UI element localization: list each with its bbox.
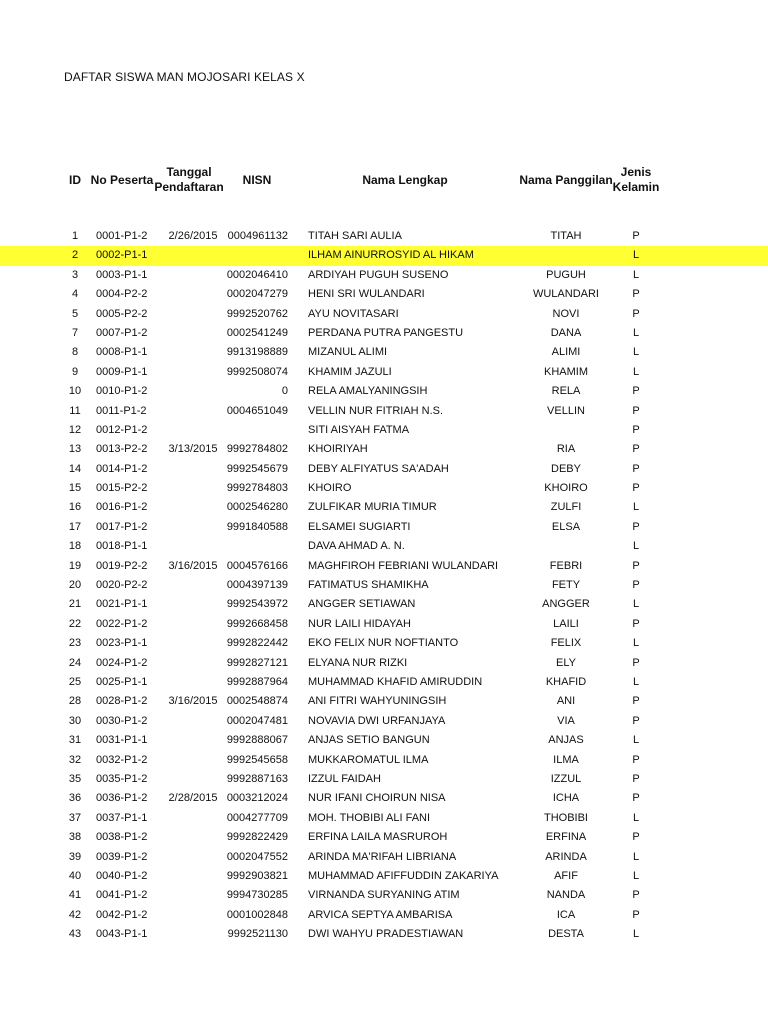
cell-nisn: 9992887163 bbox=[226, 772, 288, 785]
cell-jenis-kelamin: P bbox=[632, 307, 640, 320]
cell-jenis-kelamin: P bbox=[632, 462, 640, 475]
cell-nama-panggilan: AFIF bbox=[554, 869, 578, 882]
cell-nama-panggilan: ANJAS bbox=[548, 734, 584, 747]
table-row bbox=[0, 382, 768, 401]
cell-no-peserta: 0021-P1-1 bbox=[96, 598, 148, 611]
cell-no-peserta: 0018-P1-1 bbox=[96, 540, 148, 553]
cell-no-peserta: 0005-P2-2 bbox=[96, 307, 148, 320]
cell-jenis-kelamin: L bbox=[632, 928, 640, 941]
cell-jenis-kelamin: L bbox=[632, 675, 640, 688]
cell-nisn: 0002046410 bbox=[226, 268, 288, 281]
cell-id: 41 bbox=[68, 889, 82, 902]
cell-id: 32 bbox=[68, 753, 82, 766]
cell-id: 42 bbox=[68, 908, 82, 921]
cell-nama-lengkap: AYU NOVITASARI bbox=[308, 307, 399, 320]
cell-id: 2 bbox=[71, 249, 79, 262]
cell-nisn: 9992822442 bbox=[226, 637, 288, 650]
cell-id: 25 bbox=[68, 675, 82, 688]
cell-nama-panggilan: ICHA bbox=[552, 792, 580, 805]
cell-jenis-kelamin: P bbox=[632, 520, 640, 533]
cell-jenis-kelamin: P bbox=[632, 831, 640, 844]
cell-nisn: 0004576166 bbox=[226, 559, 288, 572]
cell-no-peserta: 0009-P1-1 bbox=[96, 365, 148, 378]
cell-nisn: 9992668458 bbox=[226, 617, 288, 630]
cell-no-peserta: 0023-P1-1 bbox=[96, 637, 148, 650]
cell-nama-panggilan: ELY bbox=[556, 656, 576, 669]
cell-id: 8 bbox=[71, 346, 79, 359]
table-row bbox=[0, 246, 768, 265]
cell-nama-lengkap: ARVICA SEPTYA AMBARISA bbox=[308, 908, 453, 921]
cell-nama-panggilan: NOVI bbox=[552, 307, 580, 320]
cell-no-peserta: 0011-P1-2 bbox=[96, 404, 147, 417]
cell-no-peserta: 0042-P1-2 bbox=[96, 908, 148, 921]
cell-nama-panggilan: ALIMI bbox=[551, 346, 581, 359]
header-tanggal-line2: Pendaftaran bbox=[154, 180, 224, 194]
student-table-body bbox=[0, 227, 768, 944]
cell-nama-panggilan: ZULFI bbox=[550, 501, 582, 514]
table-row bbox=[0, 751, 768, 770]
cell-nama-panggilan: KHAMIM bbox=[544, 365, 588, 378]
cell-nama-lengkap: DWI WAHYU PRADESTIAWAN bbox=[308, 928, 464, 941]
cell-nisn: 9992887964 bbox=[226, 675, 288, 688]
cell-jenis-kelamin: P bbox=[632, 772, 640, 785]
cell-id: 30 bbox=[68, 714, 82, 727]
table-row bbox=[0, 479, 768, 498]
cell-id: 20 bbox=[68, 579, 82, 592]
table-row bbox=[0, 343, 768, 362]
cell-nama-panggilan: PUGUH bbox=[546, 268, 586, 281]
cell-no-peserta: 0039-P1-2 bbox=[96, 850, 148, 863]
cell-nama-lengkap: KHOIRIYAH bbox=[308, 443, 368, 456]
cell-nama-panggilan: ELSA bbox=[551, 520, 581, 533]
cell-nisn: 9992888067 bbox=[226, 734, 288, 747]
table-row bbox=[0, 886, 768, 905]
cell-jenis-kelamin: L bbox=[632, 734, 640, 747]
cell-nama-lengkap: ILHAM AINURROSYID AL HIKAM bbox=[308, 249, 474, 262]
cell-nama-panggilan: ARINDA bbox=[545, 850, 587, 863]
cell-nama-lengkap: ERFINA LAILA MASRUROH bbox=[308, 831, 448, 844]
cell-nisn: 0002546280 bbox=[226, 501, 288, 514]
cell-nama-lengkap: MUHAMMAD KHAFID AMIRUDDIN bbox=[308, 675, 483, 688]
cell-nama-panggilan: NANDA bbox=[546, 889, 586, 902]
cell-no-peserta: 0008-P1-1 bbox=[96, 346, 148, 359]
cell-nisn: 9991840588 bbox=[226, 520, 288, 533]
table-row bbox=[0, 421, 768, 440]
cell-nama-panggilan: ANI bbox=[556, 695, 576, 708]
cell-nama-lengkap: KHAMIM JAZULI bbox=[308, 365, 392, 378]
cell-nama-lengkap: ARDIYAH PUGUH SUSENO bbox=[308, 268, 449, 281]
header-jenis-line2: Kelamin bbox=[612, 180, 660, 194]
cell-id: 31 bbox=[68, 734, 82, 747]
cell-nisn: 0002047552 bbox=[226, 850, 288, 863]
table-row bbox=[0, 227, 768, 246]
cell-nama-lengkap: DEBY ALFIYATUS SA'ADAH bbox=[308, 462, 449, 475]
cell-jenis-kelamin: P bbox=[632, 385, 640, 398]
cell-nama-lengkap: SITI AISYAH FATMA bbox=[308, 423, 410, 436]
cell-id: 14 bbox=[68, 462, 82, 475]
cell-nama-lengkap: MAGHFIROH FEBRIANI WULANDARI bbox=[308, 559, 499, 572]
cell-id: 38 bbox=[68, 831, 82, 844]
cell-jenis-kelamin: P bbox=[632, 579, 640, 592]
cell-nama-panggilan: FEBRI bbox=[549, 559, 583, 572]
cell-nisn: 0004397139 bbox=[226, 579, 288, 592]
cell-id: 18 bbox=[68, 540, 82, 553]
table-row bbox=[0, 906, 768, 925]
cell-nisn: 0001002848 bbox=[226, 908, 288, 921]
cell-nama-lengkap: ELYANA NUR RIZKI bbox=[308, 656, 408, 669]
table-row bbox=[0, 867, 768, 886]
cell-nisn: 0002548874 bbox=[226, 695, 288, 708]
cell-id: 40 bbox=[68, 869, 82, 882]
table-row bbox=[0, 363, 768, 382]
cell-no-peserta: 0040-P1-2 bbox=[96, 869, 148, 882]
cell-id: 15 bbox=[68, 482, 82, 495]
cell-jenis-kelamin: L bbox=[632, 869, 640, 882]
cell-nisn: 0002047279 bbox=[226, 288, 288, 301]
table-header bbox=[0, 160, 768, 200]
cell-nama-panggilan: DANA bbox=[550, 326, 582, 339]
page-title: DAFTAR SISWA MAN MOJOSARI KELAS X bbox=[64, 70, 305, 84]
cell-no-peserta: 0036-P1-2 bbox=[96, 792, 148, 805]
cell-id: 43 bbox=[68, 928, 82, 941]
cell-nama-panggilan: VIA bbox=[557, 714, 575, 727]
cell-nisn: 0002047481 bbox=[226, 714, 288, 727]
cell-no-peserta: 0017-P1-2 bbox=[96, 520, 148, 533]
cell-nama-lengkap: RELA AMALYANINGSIH bbox=[308, 385, 428, 398]
cell-nisn: 9992784803 bbox=[226, 482, 288, 495]
cell-nama-lengkap: ANI FITRI WAHYUNINGSIH bbox=[308, 695, 447, 708]
cell-id: 17 bbox=[68, 520, 82, 533]
cell-nama-panggilan: WULANDARI bbox=[532, 288, 599, 301]
cell-tanggal: 2/26/2015 bbox=[168, 230, 218, 242]
cell-id: 11 bbox=[69, 404, 81, 417]
cell-no-peserta: 0035-P1-2 bbox=[96, 772, 148, 785]
header-jenis-line1: Jenis bbox=[620, 165, 652, 179]
table-row bbox=[0, 460, 768, 479]
cell-jenis-kelamin: L bbox=[632, 850, 640, 863]
cell-nama-lengkap: PERDANA PUTRA PANGESTU bbox=[308, 326, 464, 339]
table-row bbox=[0, 654, 768, 673]
cell-nama-lengkap: KHOIRO bbox=[308, 482, 352, 495]
cell-nisn: 9992543972 bbox=[226, 598, 288, 611]
cell-id: 7 bbox=[71, 326, 79, 339]
cell-tanggal: 3/16/2015 bbox=[168, 695, 218, 708]
header-nama-panggilan: Nama Panggilan bbox=[519, 172, 613, 187]
cell-jenis-kelamin: L bbox=[632, 326, 640, 339]
cell-nama-lengkap: ELSAMEI SUGIARTI bbox=[308, 520, 411, 533]
cell-nisn: 9913198889 bbox=[226, 346, 288, 359]
cell-nisn: 0004651049 bbox=[226, 404, 288, 417]
cell-nama-panggilan: RELA bbox=[551, 385, 581, 398]
cell-nisn: 9992545658 bbox=[226, 753, 288, 766]
cell-jenis-kelamin: L bbox=[632, 598, 640, 611]
cell-nama-lengkap: HENI SRI WULANDARI bbox=[308, 288, 425, 301]
cell-no-peserta: 0022-P1-2 bbox=[96, 617, 148, 630]
cell-nama-lengkap: ZULFIKAR MURIA TIMUR bbox=[308, 501, 437, 514]
cell-no-peserta: 0013-P2-2 bbox=[96, 443, 148, 456]
table-row bbox=[0, 498, 768, 517]
table-row bbox=[0, 595, 768, 614]
cell-nama-panggilan: ICA bbox=[556, 908, 576, 921]
cell-id: 23 bbox=[68, 637, 82, 650]
cell-no-peserta: 0016-P1-2 bbox=[96, 501, 148, 514]
cell-no-peserta: 0019-P2-2 bbox=[96, 559, 148, 572]
cell-no-peserta: 0037-P1-1 bbox=[96, 811, 148, 824]
cell-nama-panggilan: TITAH bbox=[550, 230, 582, 242]
cell-jenis-kelamin: P bbox=[632, 695, 640, 708]
cell-nisn: 9992827121 bbox=[226, 656, 288, 669]
cell-no-peserta: 0043-P1-1 bbox=[96, 928, 148, 941]
table-row bbox=[0, 557, 768, 576]
cell-nama-lengkap: DAVA AHMAD A. N. bbox=[308, 540, 405, 553]
table-row bbox=[0, 402, 768, 421]
cell-jenis-kelamin: P bbox=[632, 404, 640, 417]
cell-jenis-kelamin: L bbox=[632, 540, 640, 553]
cell-jenis-kelamin: L bbox=[632, 365, 640, 378]
table-row bbox=[0, 266, 768, 285]
table-row bbox=[0, 440, 768, 459]
cell-id: 35 bbox=[68, 772, 82, 785]
cell-nisn: 0004277709 bbox=[226, 811, 288, 824]
cell-nisn: 0003212024 bbox=[226, 792, 288, 805]
cell-id: 39 bbox=[68, 850, 82, 863]
cell-nisn: 9992784802 bbox=[226, 443, 288, 456]
cell-no-peserta: 0020-P2-2 bbox=[96, 579, 148, 592]
cell-id: 28 bbox=[68, 695, 82, 708]
cell-jenis-kelamin: P bbox=[632, 753, 640, 766]
cell-nisn: 9992521130 bbox=[227, 928, 288, 941]
cell-id: 21 bbox=[68, 598, 82, 611]
cell-nama-lengkap: NUR IFANI CHOIRUN NISA bbox=[308, 792, 446, 805]
table-row bbox=[0, 731, 768, 750]
cell-jenis-kelamin: L bbox=[632, 501, 640, 514]
cell-nama-lengkap: FATIMATUS SHAMIKHA bbox=[308, 579, 429, 592]
cell-jenis-kelamin: L bbox=[632, 346, 640, 359]
table-row bbox=[0, 285, 768, 304]
cell-nama-lengkap: VELLIN NUR FITRIAH N.S. bbox=[308, 404, 444, 417]
cell-no-peserta: 0038-P1-2 bbox=[96, 831, 148, 844]
cell-tanggal: 3/13/2015 bbox=[168, 443, 218, 456]
cell-nisn: 9992545679 bbox=[226, 462, 288, 475]
cell-nama-panggilan: ILMA bbox=[553, 753, 579, 766]
cell-id: 16 bbox=[68, 501, 82, 514]
cell-jenis-kelamin: P bbox=[632, 482, 640, 495]
table-row bbox=[0, 925, 768, 944]
table-row bbox=[0, 828, 768, 847]
cell-no-peserta: 0012-P1-2 bbox=[96, 423, 148, 436]
cell-id: 24 bbox=[68, 656, 82, 669]
cell-nama-panggilan: VELLIN bbox=[547, 404, 585, 417]
cell-nama-panggilan: RIA bbox=[556, 443, 576, 456]
cell-no-peserta: 0015-P2-2 bbox=[96, 482, 148, 495]
cell-no-peserta: 0032-P1-2 bbox=[96, 753, 148, 766]
header-jenis-kelamin bbox=[610, 160, 662, 200]
cell-nama-panggilan: KHOIRO bbox=[544, 482, 588, 495]
table-row bbox=[0, 576, 768, 595]
cell-nama-panggilan: IZZUL bbox=[550, 772, 582, 785]
cell-jenis-kelamin: P bbox=[632, 443, 640, 456]
cell-jenis-kelamin: P bbox=[632, 288, 640, 301]
cell-nama-panggilan: DEBY bbox=[551, 462, 581, 475]
cell-nama-panggilan: DESTA bbox=[548, 928, 584, 941]
cell-nisn: 9992822429 bbox=[226, 831, 288, 844]
cell-nama-panggilan: FETY bbox=[551, 579, 581, 592]
cell-jenis-kelamin: P bbox=[632, 230, 640, 242]
cell-no-peserta: 0002-P1-1 bbox=[96, 249, 148, 262]
table-row bbox=[0, 692, 768, 711]
cell-no-peserta: 0041-P1-2 bbox=[96, 889, 148, 902]
cell-no-peserta: 0004-P2-2 bbox=[96, 288, 148, 301]
cell-jenis-kelamin: L bbox=[632, 249, 640, 262]
cell-nama-panggilan: KHAFID bbox=[545, 675, 587, 688]
cell-nama-lengkap: ANJAS SETIO BANGUN bbox=[308, 734, 430, 747]
cell-nama-lengkap: MUHAMMAD AFIFFUDDIN ZAKARIYA bbox=[308, 869, 499, 882]
cell-id: 36 bbox=[68, 792, 82, 805]
cell-jenis-kelamin: L bbox=[632, 637, 640, 650]
cell-jenis-kelamin: P bbox=[632, 908, 640, 921]
cell-nama-lengkap: ARINDA MA'RIFAH LIBRIANA bbox=[308, 850, 457, 863]
cell-id: 37 bbox=[68, 811, 82, 824]
cell-nama-lengkap: NOVAVIA DWI URFANJAYA bbox=[308, 714, 446, 727]
cell-id: 3 bbox=[71, 268, 79, 281]
cell-no-peserta: 0030-P1-2 bbox=[96, 714, 148, 727]
cell-nisn: 0004961132 bbox=[227, 230, 288, 242]
cell-nisn: 0 bbox=[281, 385, 288, 398]
header-tanggal-line1: Tanggal bbox=[166, 165, 212, 179]
cell-no-peserta: 0031-P1-1 bbox=[96, 734, 148, 747]
cell-jenis-kelamin: P bbox=[632, 889, 640, 902]
cell-nisn: 9992903821 bbox=[226, 869, 288, 882]
table-row bbox=[0, 518, 768, 537]
cell-nama-lengkap: NUR LAILI HIDAYAH bbox=[308, 617, 411, 630]
cell-nama-lengkap: MIZANUL ALIMI bbox=[308, 346, 388, 359]
cell-jenis-kelamin: P bbox=[632, 423, 640, 436]
cell-nama-panggilan: LAILI bbox=[553, 617, 579, 630]
cell-nama-lengkap: ANGGER SETIAWAN bbox=[308, 598, 416, 611]
cell-id: 9 bbox=[71, 365, 79, 378]
cell-tanggal: 3/16/2015 bbox=[168, 559, 218, 572]
table-row bbox=[0, 324, 768, 343]
cell-no-peserta: 0014-P1-2 bbox=[96, 462, 148, 475]
cell-no-peserta: 0010-P1-2 bbox=[96, 385, 148, 398]
cell-jenis-kelamin: P bbox=[632, 656, 640, 669]
table-row bbox=[0, 634, 768, 653]
cell-id: 12 bbox=[68, 423, 82, 436]
header-tanggal-pendaftaran bbox=[156, 160, 222, 200]
header-no-peserta: No Peserta bbox=[90, 172, 154, 187]
cell-nama-lengkap: MOH. THOBIBI ALI FANI bbox=[308, 811, 431, 824]
cell-nama-lengkap: MUKKAROMATUL ILMA bbox=[308, 753, 429, 766]
cell-jenis-kelamin: P bbox=[632, 714, 640, 727]
cell-no-peserta: 0028-P1-2 bbox=[96, 695, 148, 708]
cell-nama-lengkap: EKO FELIX NUR NOFTIANTO bbox=[308, 637, 459, 650]
cell-nama-lengkap: TITAH SARI AULIA bbox=[308, 230, 402, 242]
cell-jenis-kelamin: L bbox=[632, 811, 640, 824]
cell-id: 1 bbox=[71, 230, 79, 242]
cell-nama-panggilan: ANGGER bbox=[542, 598, 590, 611]
cell-nama-panggilan: THOBIBI bbox=[543, 811, 588, 824]
cell-id: 19 bbox=[68, 559, 82, 572]
cell-nama-panggilan: FELIX bbox=[550, 637, 582, 650]
cell-id: 5 bbox=[71, 307, 79, 320]
cell-no-peserta: 0007-P1-2 bbox=[96, 326, 148, 339]
header-nisn: NISN bbox=[242, 172, 272, 187]
cell-nisn: 9992508074 bbox=[226, 365, 288, 378]
table-row bbox=[0, 848, 768, 867]
cell-nisn: 0002541249 bbox=[226, 326, 288, 339]
cell-nisn: 9992520762 bbox=[226, 307, 288, 320]
cell-no-peserta: 0024-P1-2 bbox=[96, 656, 148, 669]
header-id: ID bbox=[69, 172, 81, 187]
cell-no-peserta: 0003-P1-1 bbox=[96, 268, 148, 281]
cell-jenis-kelamin: P bbox=[632, 559, 640, 572]
cell-nisn: 9994730285 bbox=[226, 889, 288, 902]
cell-id: 13 bbox=[68, 443, 82, 456]
cell-no-peserta: 0001-P1-2 bbox=[96, 230, 148, 242]
cell-tanggal: 2/28/2015 bbox=[168, 792, 218, 805]
cell-nama-panggilan: ERFINA bbox=[545, 831, 587, 844]
cell-nama-lengkap: IZZUL FAIDAH bbox=[308, 772, 381, 785]
cell-no-peserta: 0025-P1-1 bbox=[96, 675, 148, 688]
table-row bbox=[0, 537, 768, 556]
table-row bbox=[0, 712, 768, 731]
cell-jenis-kelamin: P bbox=[632, 792, 640, 805]
cell-id: 4 bbox=[71, 288, 79, 301]
table-row bbox=[0, 809, 768, 828]
cell-id: 22 bbox=[68, 617, 82, 630]
header-nama-lengkap: Nama Lengkap bbox=[362, 172, 448, 187]
table-row bbox=[0, 615, 768, 634]
table-row bbox=[0, 789, 768, 808]
cell-jenis-kelamin: L bbox=[632, 268, 640, 281]
table-row bbox=[0, 673, 768, 692]
table-row bbox=[0, 770, 768, 789]
cell-nama-lengkap: VIRNANDA SURYANING ATIM bbox=[308, 889, 460, 902]
table-row bbox=[0, 305, 768, 324]
cell-id: 10 bbox=[68, 385, 82, 398]
cell-jenis-kelamin: P bbox=[632, 617, 640, 630]
